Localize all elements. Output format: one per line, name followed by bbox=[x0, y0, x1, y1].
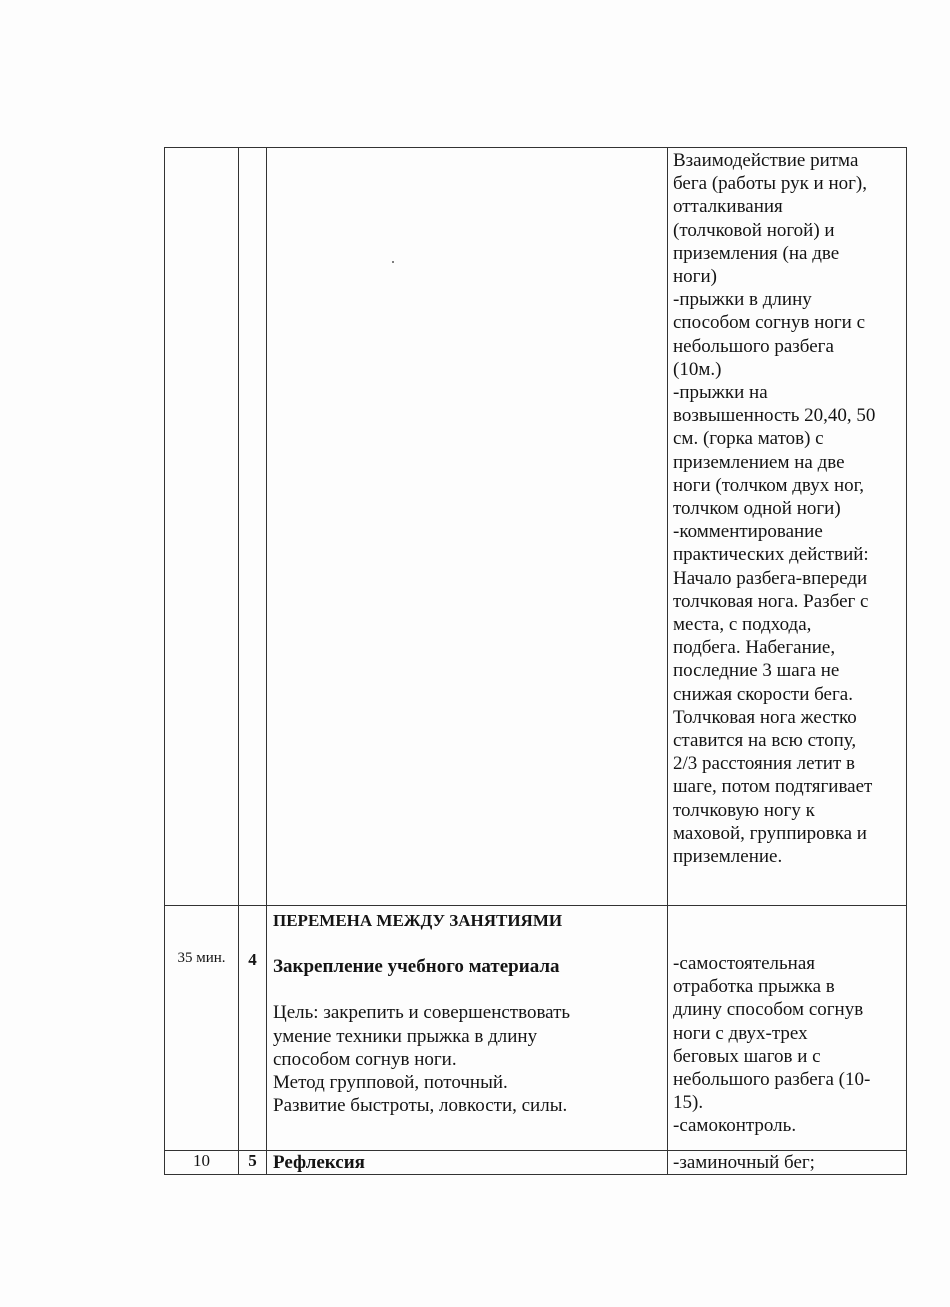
activity-line: бега (работы рук и ног), bbox=[673, 173, 868, 195]
activity-line: небольшого разбега (10- bbox=[673, 1069, 871, 1091]
table-row bbox=[165, 148, 907, 906]
activity-line: толчковая нога. Разбег с bbox=[673, 590, 869, 612]
activity-line: последние 3 шага не bbox=[673, 660, 840, 682]
activity-line: ноги) bbox=[673, 266, 717, 288]
activity-line: приземления (на две bbox=[673, 242, 840, 264]
activity-line: приземление. bbox=[673, 846, 783, 868]
main-cell bbox=[267, 906, 668, 1151]
activity-line: снижая скорости бега. bbox=[673, 683, 853, 705]
number-cell: 5 bbox=[239, 1151, 267, 1175]
activity-line: Начало разбега-впереди bbox=[673, 567, 868, 589]
activity-line: практических действий: bbox=[673, 544, 869, 566]
activity-line: умение техники прыжка в длину bbox=[273, 1025, 538, 1047]
number-cell: 4 bbox=[239, 906, 267, 1151]
activity-line: -самостоятельная bbox=[673, 953, 816, 974]
activity-line: толчковую ногу к bbox=[673, 799, 815, 821]
activity-line: ставится на всю стопу, bbox=[673, 730, 857, 752]
activity-line: толчком одной ноги) bbox=[673, 498, 841, 520]
time-cell bbox=[165, 148, 239, 906]
activity-line: -заминочный бег; bbox=[673, 1152, 815, 1173]
number-cell bbox=[239, 148, 267, 906]
lesson-plan-table bbox=[164, 147, 907, 1175]
activities-cell bbox=[668, 906, 907, 1151]
activities-text bbox=[668, 148, 906, 870]
activity-line: Цель: закрепить и совершенствовать bbox=[273, 1002, 571, 1024]
activity-line: отталкивания bbox=[673, 196, 783, 218]
activity-line: см. (горка матов) с bbox=[673, 428, 824, 450]
activity-line: шаге, потом подтягивает bbox=[673, 776, 873, 798]
table-row bbox=[165, 906, 907, 1151]
stage-title: Закрепление учебного материала bbox=[273, 956, 560, 978]
activity-line: 2/3 расстояния летит в bbox=[673, 753, 855, 775]
activity-line: -прыжки на bbox=[673, 382, 768, 404]
activity-line: (толчковой ногой) и bbox=[673, 219, 835, 241]
table-row bbox=[165, 1151, 907, 1175]
activities-cell bbox=[668, 148, 907, 906]
break-heading: ПЕРЕМЕНА МЕЖДУ ЗАНЯТИЯМИ bbox=[273, 911, 563, 930]
activity-line: -прыжки в длину bbox=[673, 289, 812, 311]
activity-line: ноги с двух-трех bbox=[673, 1022, 808, 1044]
activity-line: -самоконтроль. bbox=[673, 1115, 797, 1137]
activity-line: подбега. Набегание, bbox=[673, 637, 836, 659]
activity-line: Развитие быстроты, ловкости, силы. bbox=[273, 1095, 568, 1117]
activity-line: Метод групповой, поточный. bbox=[273, 1072, 508, 1094]
activity-line: Взаимодействие ритма bbox=[673, 150, 859, 171]
activity-line: отработка прыжка в bbox=[673, 976, 835, 998]
activity-line: небольшого разбега bbox=[673, 335, 834, 357]
activity-line: приземлением на две bbox=[673, 451, 845, 473]
activity-line: (10м.) bbox=[673, 358, 722, 380]
activity-line: маховой, группировка и bbox=[673, 822, 867, 844]
activity-line: 15). bbox=[673, 1092, 704, 1114]
time-cell: 10 bbox=[165, 1151, 239, 1175]
activity-line: ноги (толчком двух ног, bbox=[673, 474, 865, 496]
main-cell bbox=[267, 1151, 668, 1175]
activity-line: длину способом согнув bbox=[673, 999, 864, 1021]
stage-title: Рефлексия bbox=[273, 1152, 365, 1173]
activity-line: места, с подхода, bbox=[673, 614, 812, 636]
goal-text bbox=[273, 1001, 663, 1117]
activity-line: способом согнув ноги. bbox=[273, 1048, 457, 1070]
activity-line: возвышенность 20,40, 50 bbox=[673, 405, 876, 427]
activity-line: Толчковая нога жестко bbox=[673, 706, 857, 728]
activity-line: способом согнув ноги с bbox=[673, 312, 866, 334]
time-cell: 35 мин. bbox=[165, 906, 239, 1151]
activities-cell bbox=[668, 1151, 907, 1175]
main-cell bbox=[267, 148, 668, 906]
activity-line: беговых шагов и с bbox=[673, 1045, 821, 1067]
activities-text bbox=[668, 906, 906, 1140]
activity-line: -комментирование bbox=[673, 521, 823, 543]
